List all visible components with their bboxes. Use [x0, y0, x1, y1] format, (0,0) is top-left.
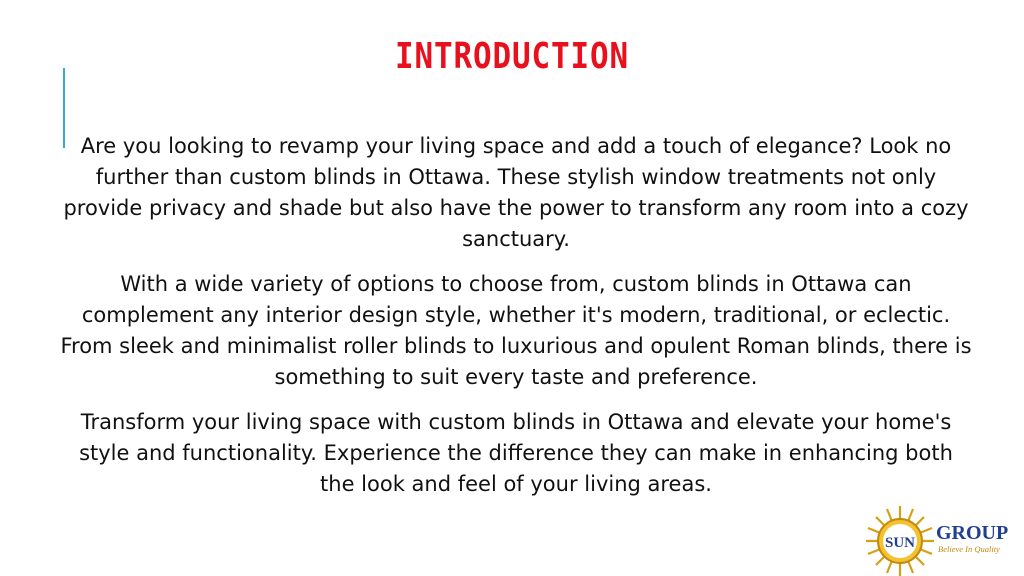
paragraph-1: Are you looking to revamp your living space and add a touch of elegance? Look no further than custom blinds in Ottawa. These stylish window treatments not only provide privacy and shade but also have the power to transform any room into a cozy sanctuary.: [63, 134, 969, 251]
logo-tagline: Believe In Quality: [938, 544, 1000, 554]
logo-word-group: GROUP: [936, 522, 1009, 544]
paragraph-2: With a wide variety of options to choose from, custom blinds in Ottawa can complement any interior design style, whether it's modern, traditional, or eclectic. From sleek and minimalist roller blinds to luxurious and opulent Roman blinds, there is something to suit every taste and preference.: [60, 272, 972, 389]
paragraph-3: Transform your living space with custom blinds in Ottawa and elevate your home's style and functionality. Experience the difference they can make in enhancing both the look and feel of your living areas.: [79, 410, 953, 496]
sun-group-logo-graphic: [866, 506, 1024, 576]
slide-body: [60, 131, 972, 514]
logo-word-sun: SUN: [884, 535, 916, 551]
sun-group-logo: [866, 506, 1024, 576]
slide-title: INTRODUCTION: [394, 36, 630, 77]
